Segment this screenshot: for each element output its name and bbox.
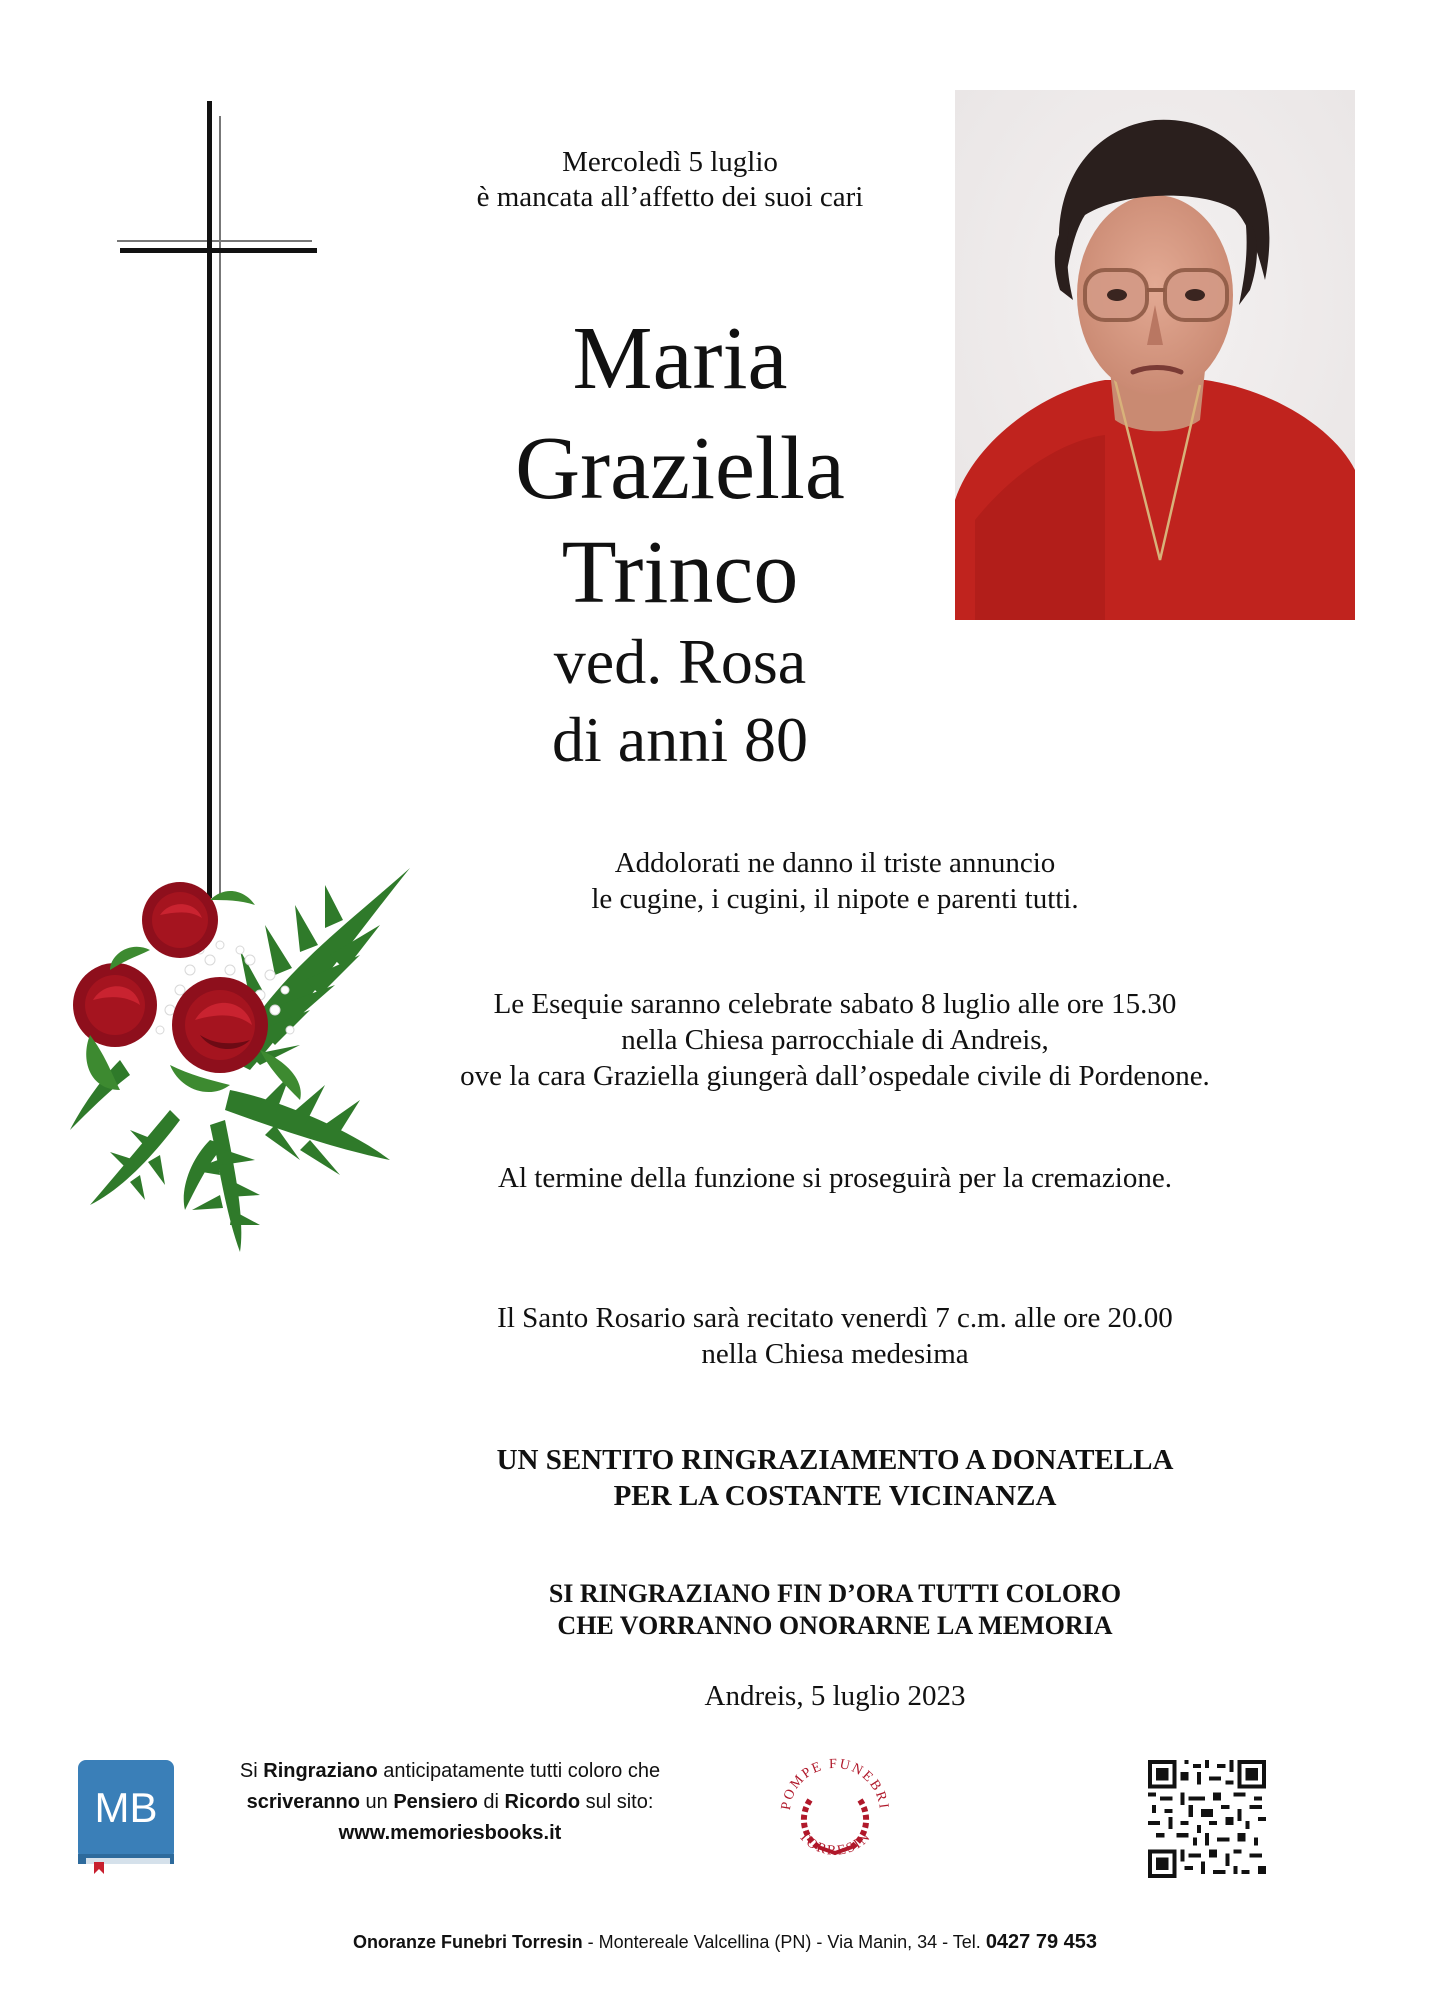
footer-note-line-1: Si Ringraziano anticipatamente tutti coloro che — [239, 1760, 661, 1782]
cross-icon-bar — [120, 248, 317, 253]
rosary-details — [390, 1300, 1280, 1372]
cremation-note: Al termine della funzione si proseguirà per la cremazione. — [498, 1162, 1172, 1194]
thanks-all-line-2: CHE VORRANNO ONORARNE LA MEMORIA — [557, 1611, 1113, 1640]
intro-line-1: Mercoledì 5 luglio — [562, 146, 778, 178]
funeral-home-address: - Montereale Valcellina (PN) - Via Manin, 34 - Tel. — [582, 1932, 986, 1952]
footer-note-line-2: scriveranno un Pensiero di Ricordo sul sito: — [246, 1791, 654, 1813]
announcement-line-2: le cugine, i cugini, il nipote e parenti tutti. — [591, 883, 1079, 915]
announcement-line-1: Addolorati ne danno il triste annuncio — [614, 847, 1056, 879]
svg-text:TORRESIN: TORRESIN — [795, 1828, 875, 1859]
deceased-age: di anni 80 — [552, 704, 808, 775]
widow-of: ved. Rosa — [553, 626, 807, 697]
portrait-photo — [955, 90, 1355, 620]
funeral-home-info — [200, 1930, 1250, 1954]
thanks-donatella-line-2: PER LA COSTANTE VICINANZA — [613, 1480, 1057, 1512]
funeral-line-2: nella Chiesa parrocchiale di Andreis, — [621, 1024, 1049, 1056]
rosary-line-2: nella Chiesa medesima — [701, 1338, 969, 1370]
svg-text:POMPE FUNEBRI: POMPE FUNEBRI — [778, 1756, 891, 1812]
cross-icon-shadow-horizontal — [117, 240, 312, 242]
deceased-first-name: Maria — [572, 309, 788, 408]
qr-code-icon[interactable] — [1148, 1760, 1266, 1878]
intro-text — [340, 145, 1000, 215]
thanks-donatella-line-1: UN SENTITO RINGRAZIAMENTO A DONATELLA — [496, 1444, 1174, 1476]
funeral-home-name: Onoranze Funebri Torresin — [352, 1932, 583, 1952]
rose-bouquet-icon — [60, 860, 420, 1255]
announcement — [390, 845, 1280, 917]
footer-note — [200, 1756, 700, 1849]
thanks-all — [390, 1578, 1280, 1642]
intro-line-2: è mancata all’affetto dei suoi cari — [476, 181, 864, 213]
funeral-line-1: Le Esequie saranno celebrate sabato 8 luglio alle ore 15.30 — [493, 988, 1177, 1020]
memoriesbooks-logo-icon — [76, 1758, 176, 1874]
funeral-home-phone[interactable]: 0427 79 453 — [985, 1931, 1098, 1953]
funeral-line-3: ove la cara Graziella giungerà dall’ospedale civile di Pordenone. — [460, 1060, 1210, 1092]
mb-logo-text: MB — [94, 1784, 158, 1831]
cross-icon-shadow-vertical — [219, 116, 221, 898]
place-date: Andreis, 5 luglio 2023 — [704, 1680, 966, 1712]
thanks-donatella — [390, 1442, 1280, 1514]
deceased-second-name: Graziella — [515, 419, 845, 518]
cross-icon — [207, 101, 212, 898]
thanks-all-line-1: SI RINGRAZIANO FIN D’ORA TUTTI COLORO — [548, 1579, 1122, 1608]
torresin-seal-icon — [770, 1735, 900, 1885]
rosary-line-1: Il Santo Rosario sarà recitato venerdì 7 c.m. alle ore 20.00 — [497, 1302, 1173, 1334]
website-link[interactable]: www.memoriesbooks.it — [338, 1822, 562, 1844]
deceased-surname: Trinco — [561, 523, 799, 622]
funeral-details — [390, 986, 1280, 1094]
